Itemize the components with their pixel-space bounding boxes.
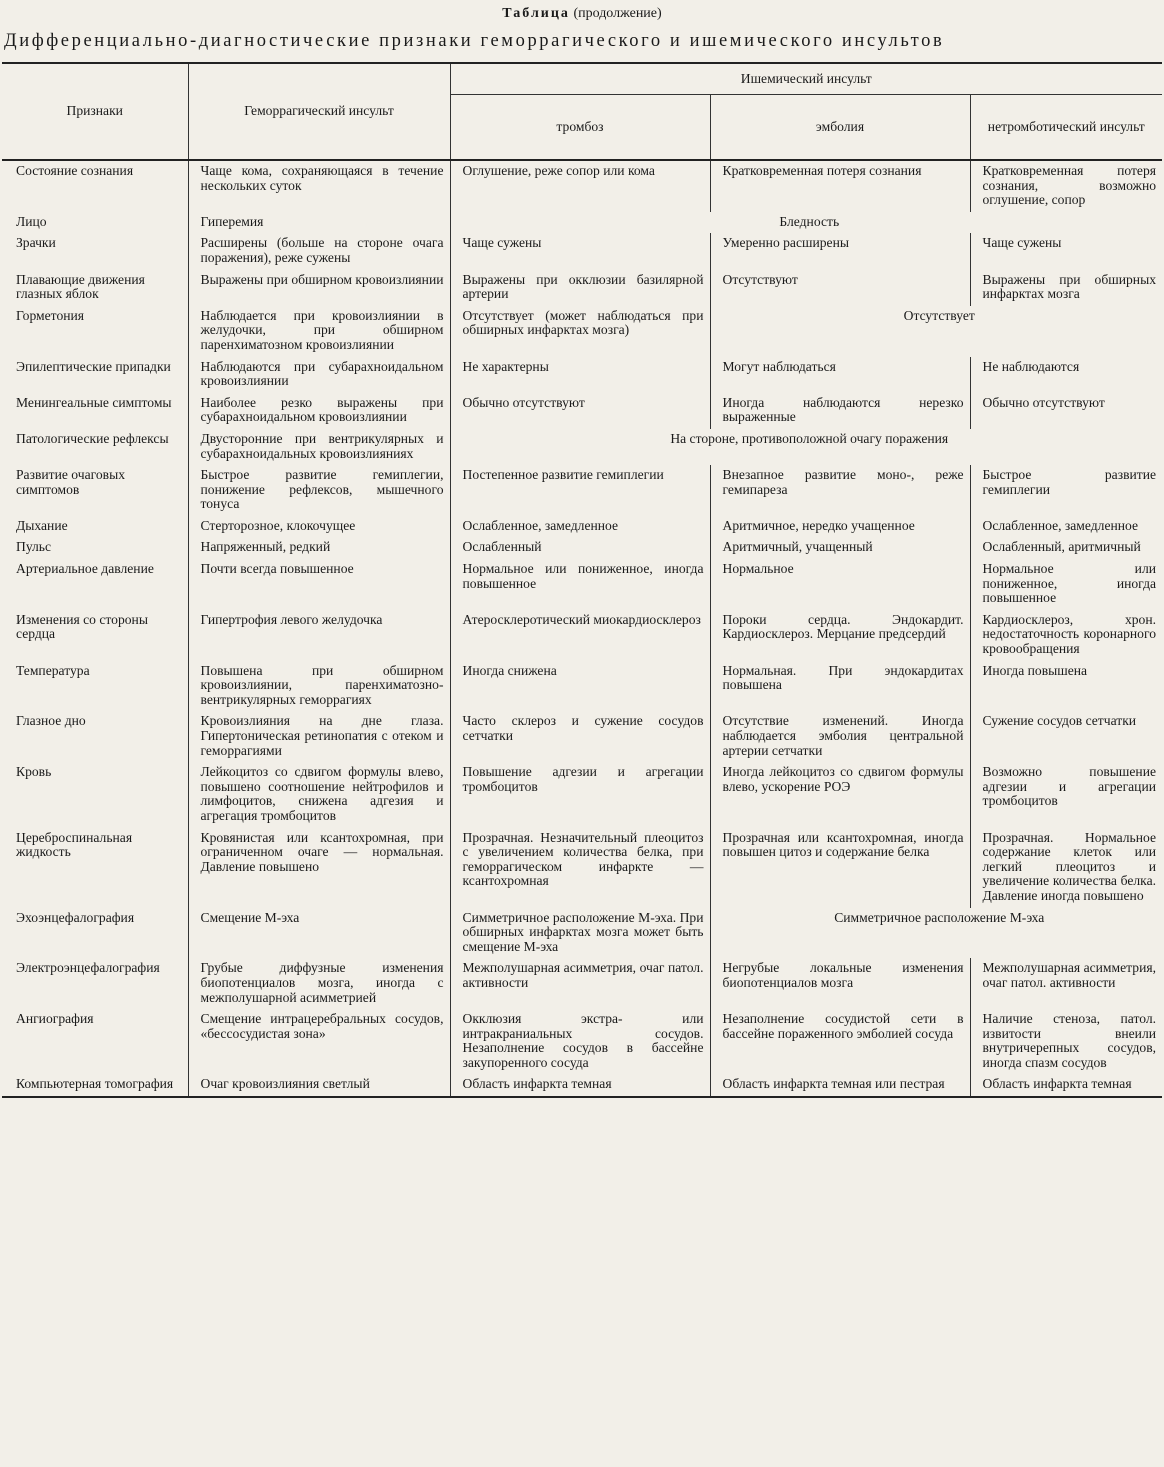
cell-thrombosis: Повышение адгезии и агрегации тромбоцитов bbox=[450, 762, 710, 827]
cell-embolism: Нормальная. При эндокардитах повышена bbox=[710, 661, 970, 712]
cell-hemorrhagic: Быстрое развитие гемиплегии, понижение рефлексов, мышечного тонуса bbox=[188, 465, 450, 516]
cell-hemorrhagic: Стерторозное, клокочущее bbox=[188, 516, 450, 538]
cell-hemorrhagic: Наблюдаются при субарахноидальном кровоизлиянии bbox=[188, 357, 450, 393]
cell-hemorrhagic: Кровянистая или ксантохромная, при ограниченном очаге — нормальная. Давление повышено bbox=[188, 828, 450, 908]
caption-label: Таблица bbox=[502, 6, 570, 21]
table-row bbox=[2, 828, 1162, 908]
table-row bbox=[2, 465, 1162, 516]
cell-sign: Горметония bbox=[16, 307, 85, 323]
cell-sign: Эпилептические припадки bbox=[16, 358, 171, 374]
table-row bbox=[2, 661, 1162, 712]
table-header bbox=[2, 63, 1162, 160]
cell-nonthrombotic: Область инфаркта темная bbox=[970, 1074, 1162, 1097]
cell-nonthrombotic: Нормальное или пониженное, иногда повышенное bbox=[970, 559, 1162, 610]
cell-thrombosis: Область инфаркта темная bbox=[450, 1074, 710, 1097]
cell-thrombosis: Чаще сужены bbox=[450, 233, 710, 269]
cell-hemorrhagic: Чаще кома, сохраняющаяся в течение нескольких суток bbox=[188, 160, 450, 212]
cell-ischemic-all: На стороне, противоположной очагу поражения bbox=[450, 429, 1162, 465]
cell-nonthrombotic: Выражены при обширных инфарктах мозга bbox=[970, 270, 1162, 306]
cell-embolism: Отсутствуют bbox=[710, 270, 970, 306]
header-hemorrhagic: Геморрагический инсульт bbox=[188, 63, 450, 160]
table-row bbox=[2, 711, 1162, 762]
cell-nonthrombotic: Быстрое развитие гемиплегии bbox=[970, 465, 1162, 516]
table-caption bbox=[0, 0, 1164, 22]
table-row bbox=[2, 908, 1162, 959]
cell-sign: Глазное дно bbox=[16, 713, 86, 729]
cell-sign: Температура bbox=[16, 662, 90, 678]
table-row bbox=[2, 516, 1162, 538]
cell-sign: Развитие очаговых симптомов bbox=[16, 467, 126, 497]
cell-embolism: Внезапное развитие моно-, реже гемипареза bbox=[710, 465, 970, 516]
cell-sign: Состояние сознания bbox=[16, 163, 134, 178]
cell-embolism-nonthrombotic: Симметричное расположение М-эха bbox=[710, 908, 1162, 959]
cell-embolism: Незаполнение сосудистой сети в бассейне пораженного эмболией сосуда bbox=[710, 1009, 970, 1074]
cell-embolism-nonthrombotic: Отсутствует bbox=[710, 306, 1162, 357]
caption-suffix: (продолжение) bbox=[573, 6, 662, 21]
table-row bbox=[2, 762, 1162, 827]
cell-embolism: Аритмичное, нередко учащенное bbox=[710, 516, 970, 538]
table-row bbox=[2, 559, 1162, 610]
cell-nonthrombotic: Кардиосклероз, хрон. недостаточность коронарного кровообращения bbox=[970, 610, 1162, 661]
cell-ischemic-all: Бледность bbox=[450, 212, 1162, 234]
cell-hemorrhagic: Очаг кровоизлияния светлый bbox=[188, 1074, 450, 1097]
cell-sign: Зрачки bbox=[16, 235, 56, 251]
cell-nonthrombotic: Межполушарная асимметрия, очаг патол. активности bbox=[970, 958, 1162, 1009]
cell-embolism: Иногда лейкоцитоз со сдвигом формулы влево, ускорение РОЭ bbox=[710, 762, 970, 827]
cell-sign: Дыхание bbox=[16, 517, 68, 533]
cell-sign: Ангиография bbox=[16, 1011, 94, 1027]
table-body bbox=[2, 160, 1162, 1097]
cell-hemorrhagic: Гипертрофия левого желудочка bbox=[188, 610, 450, 661]
page-title: Дифференциально-диагностические признаки геморрагического и ишемического инсультов bbox=[4, 31, 945, 51]
table-row bbox=[2, 958, 1162, 1009]
cell-nonthrombotic: Иногда повышена bbox=[970, 661, 1162, 712]
cell-thrombosis: Нормальное или пониженное, иногда повышенное bbox=[450, 559, 710, 610]
cell-thrombosis: Иногда снижена bbox=[450, 661, 710, 712]
cell-embolism: Аритмичный, учащенный bbox=[710, 537, 970, 559]
table-row bbox=[2, 233, 1162, 269]
table-row bbox=[2, 429, 1162, 465]
cell-nonthrombotic: Ослабленный, аритмичный bbox=[970, 537, 1162, 559]
cell-sign: Пульс bbox=[16, 539, 52, 555]
cell-embolism: Негрубые локальные изменения биопотенциалов мозга bbox=[710, 958, 970, 1009]
cell-sign: Эхоэнцефалография bbox=[16, 909, 135, 925]
cell-embolism: Иногда наблюдаются нерезко выраженные bbox=[710, 393, 970, 429]
cell-embolism: Отсутствие изменений. Иногда наблюдается эмболия центральной артерии сетчатки bbox=[710, 711, 970, 762]
cell-sign: Плавающие движения глазных яблок bbox=[16, 271, 145, 302]
cell-embolism: Могут наблюдаться bbox=[710, 357, 970, 393]
cell-hemorrhagic: Наиболее резко выражены при субарахноидальном кровоизлиянии bbox=[188, 393, 450, 429]
cell-sign: Кровь bbox=[16, 764, 52, 780]
cell-thrombosis: Ослабленный bbox=[450, 537, 710, 559]
table-row bbox=[2, 1074, 1162, 1097]
cell-thrombosis: Оглушение, реже сопор или кома bbox=[450, 160, 710, 212]
cell-hemorrhagic: Лейкоцитоз со сдвигом формулы влево, повышено соотношение нейтрофилов и лимфоцитов, снижена адгезия и агрегация тромбоцитов bbox=[188, 762, 450, 827]
header-signs: Признаки bbox=[2, 63, 188, 160]
cell-embolism: Прозрачная или ксантохромная, иногда повышен цитоз и содержание белка bbox=[710, 828, 970, 908]
table-row bbox=[2, 160, 1162, 212]
cell-thrombosis: Не характерны bbox=[450, 357, 710, 393]
cell-hemorrhagic: Грубые диффузные изменения биопотенциалов мозга, иногда с межполушарной асимметрией bbox=[188, 958, 450, 1009]
cell-nonthrombotic: Ослабленное, замедленное bbox=[970, 516, 1162, 538]
cell-hemorrhagic: Повышена при обширном кровоизлиянии, паренхиматозно-вентрикулярных геморрагиях bbox=[188, 661, 450, 712]
cell-hemorrhagic: Расширены (больше на стороне очага поражения), реже сужены bbox=[188, 233, 450, 269]
header-thrombosis: тромбоз bbox=[450, 95, 710, 161]
diagnostic-table bbox=[2, 62, 1162, 1098]
cell-thrombosis: Ослабленное, замедленное bbox=[450, 516, 710, 538]
cell-nonthrombotic: Наличие стеноза, патол. извитости внеили внутричерепных сосудов, иногда спазм сосудов bbox=[970, 1009, 1162, 1074]
cell-hemorrhagic: Кровоизлияния на дне глаза. Гипертоническая ретинопатия с отеком и геморрагиями bbox=[188, 711, 450, 762]
cell-hemorrhagic: Двусторонние при вентрикулярных и субарахноидальных кровоизлияниях bbox=[188, 429, 450, 465]
header-embolism: эмболия bbox=[710, 95, 970, 161]
cell-nonthrombotic: Прозрачная. Нормальное содержание клеток или легкий плеоцитоз и увеличение количества белка. Давление иногда повышено bbox=[970, 828, 1162, 908]
cell-embolism: Область инфаркта темная или пестрая bbox=[710, 1074, 970, 1097]
cell-embolism: Нормальное bbox=[710, 559, 970, 610]
cell-thrombosis: Прозрачная. Незначительный плеоцитоз с увеличением количества белка, при геморрагическом инфаркте — ксантохромная bbox=[450, 828, 710, 908]
cell-sign: Артериальное давление bbox=[16, 561, 154, 577]
cell-nonthrombotic: Сужение сосудов сетчатки bbox=[970, 711, 1162, 762]
cell-hemorrhagic: Напряженный, редкий bbox=[188, 537, 450, 559]
header-ischemic: Ишемический инсульт bbox=[450, 63, 1162, 95]
cell-nonthrombotic: Не наблюдаются bbox=[970, 357, 1162, 393]
cell-thrombosis: Отсутствует (может наблюдаться при обширных инфарктах мозга) bbox=[450, 306, 710, 357]
cell-sign: Цереброспинальная жидкость bbox=[16, 829, 133, 860]
cell-hemorrhagic: Гиперемия bbox=[188, 212, 450, 234]
table-row bbox=[2, 393, 1162, 429]
cell-nonthrombotic: Кратковременная потеря сознания, возможно оглушение, сопор bbox=[970, 160, 1162, 212]
cell-hemorrhagic: Наблюдается при кровоизлиянии в желудочки, при обширном паренхиматозном кровоизлиянии bbox=[188, 306, 450, 357]
cell-thrombosis: Окклюзия экстра- или интракраниальных сосудов. Незаполнение сосудов в бассейне закупоренного сосуда bbox=[450, 1009, 710, 1074]
cell-sign: Менингеальные симптомы bbox=[16, 394, 172, 410]
table-row bbox=[2, 1009, 1162, 1074]
cell-hemorrhagic: Смещение интрацеребральных сосудов, «бессосудистая зона» bbox=[188, 1009, 450, 1074]
cell-nonthrombotic: Чаще сужены bbox=[970, 233, 1162, 269]
cell-thrombosis: Часто склероз и сужение сосудов сетчатки bbox=[450, 711, 710, 762]
cell-thrombosis: Выражены при окклюзии базилярной артерии bbox=[450, 270, 710, 306]
cell-embolism: Пороки сердца. Эндокардит. Кардиосклероз. Мерцание предсердий bbox=[710, 610, 970, 661]
cell-thrombosis: Симметричное расположение М-эха. При обширных инфарктах мозга может быть смещение М-эха bbox=[450, 908, 710, 959]
cell-thrombosis: Атеросклеротический миокардиосклероз bbox=[450, 610, 710, 661]
table-row bbox=[2, 610, 1162, 661]
cell-sign: Патологические рефлексы bbox=[16, 430, 169, 446]
cell-hemorrhagic: Выражены при обширном кровоизлиянии bbox=[188, 270, 450, 306]
cell-hemorrhagic: Почти всегда повышенное bbox=[188, 559, 450, 610]
cell-sign: Лицо bbox=[16, 213, 47, 229]
cell-hemorrhagic: Смещение М-эха bbox=[188, 908, 450, 959]
header-nonthrombotic: нетромботический инсульт bbox=[970, 95, 1162, 161]
table-row bbox=[2, 212, 1162, 234]
cell-sign: Изменения со стороны сердца bbox=[16, 611, 148, 642]
cell-thrombosis: Постепенное развитие гемиплегии bbox=[450, 465, 710, 516]
table-row bbox=[2, 537, 1162, 559]
cell-nonthrombotic: Обычно отсутствуют bbox=[970, 393, 1162, 429]
cell-thrombosis: Межполушарная асимметрия, очаг патол. активности bbox=[450, 958, 710, 1009]
cell-thrombosis: Обычно отсутствуют bbox=[450, 393, 710, 429]
cell-embolism: Кратковременная потеря сознания bbox=[710, 160, 970, 212]
table-row bbox=[2, 357, 1162, 393]
cell-sign: Компьютерная томография bbox=[2, 1074, 188, 1097]
cell-nonthrombotic: Возможно повышение адгезии и агрегации тромбоцитов bbox=[970, 762, 1162, 827]
cell-sign: Электроэнцефалография bbox=[16, 960, 160, 976]
cell-embolism: Умеренно расширены bbox=[710, 233, 970, 269]
table-row bbox=[2, 270, 1162, 306]
table-row bbox=[2, 306, 1162, 357]
